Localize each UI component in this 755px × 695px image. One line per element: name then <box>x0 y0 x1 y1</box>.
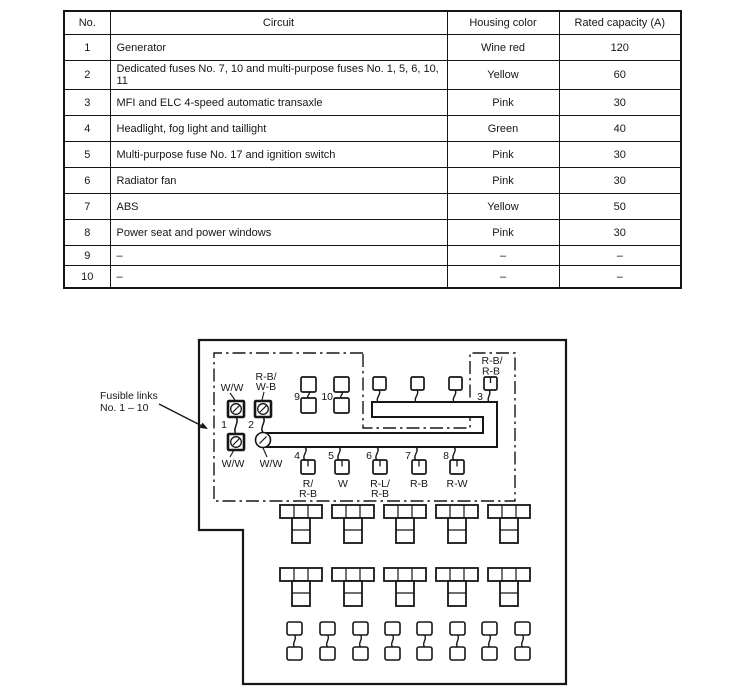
fuse-terminal-bottom <box>353 647 368 660</box>
fuse-element <box>392 635 394 647</box>
cell-circuit: Generator <box>110 35 447 61</box>
fuse-element <box>294 635 296 647</box>
fuse-terminal-top <box>450 622 465 635</box>
cell-no: 6 <box>64 168 110 194</box>
link10-number: 10 <box>321 391 333 403</box>
cell-capacity: 30 <box>559 90 681 116</box>
fuse-element <box>457 635 459 647</box>
link4-label-line2: R-B <box>298 488 318 500</box>
cell-housing: – <box>447 266 559 289</box>
fuse-terminal-top <box>482 622 497 635</box>
bus-terminal-lead <box>415 390 418 402</box>
link9-number: 9 <box>294 391 300 403</box>
fuse-element <box>489 635 491 647</box>
link2-number: 2 <box>248 419 254 431</box>
callout-line1: Fusible links <box>100 390 158 402</box>
connector-footprints <box>280 505 530 660</box>
link5-group <box>328 447 349 490</box>
cell-housing: Yellow <box>447 61 559 90</box>
bus-bar <box>265 402 497 447</box>
fuse-terminal-top <box>417 622 432 635</box>
relay-socket-bar <box>280 568 322 581</box>
cell-housing: Pink <box>447 90 559 116</box>
cell-circuit: Power seat and power windows <box>110 220 447 246</box>
link5-number: 5 <box>328 450 334 462</box>
link6-label-line2: R-B <box>370 488 390 500</box>
cell-circuit: MFI and ELC 4-speed automatic transaxle <box>110 90 447 116</box>
cell-no: 3 <box>64 90 110 116</box>
cell-capacity: 30 <box>559 142 681 168</box>
relay-socket-bar <box>436 505 478 518</box>
bus-terminal <box>411 377 424 390</box>
link6-element <box>376 447 378 460</box>
cell-circuit: – <box>110 246 447 266</box>
link4-number: 4 <box>294 450 300 462</box>
fuse-terminal-bottom <box>450 647 465 660</box>
pointer-line <box>230 393 235 400</box>
fuse-terminal-bottom <box>320 647 335 660</box>
fuse-terminal-top <box>385 622 400 635</box>
pointer-line <box>263 448 267 457</box>
cell-capacity: 30 <box>559 220 681 246</box>
link7-group <box>405 447 428 490</box>
link1-bottom-label: W/W <box>221 458 245 470</box>
cell-no: 1 <box>64 35 110 61</box>
link5-element <box>338 447 340 460</box>
link9-bottom-terminal <box>301 398 316 413</box>
link3-label-line2: R-B <box>481 365 501 378</box>
callout-arrow-line <box>159 404 204 427</box>
fuse-terminal-bottom <box>417 647 432 660</box>
link10-top-terminal <box>334 377 349 392</box>
header-housing: Housing color <box>447 11 559 35</box>
cell-capacity: 120 <box>559 35 681 61</box>
link2-element <box>262 417 264 433</box>
cell-capacity: 40 <box>559 116 681 142</box>
link8-number: 8 <box>443 450 449 462</box>
link2-bottom-label: W/W <box>259 458 283 470</box>
link9-top-terminal <box>301 377 316 392</box>
link4-label-line1: R/ <box>302 478 314 490</box>
cell-capacity: – <box>559 266 681 289</box>
relay-socket-bar <box>280 505 322 518</box>
link6-label-line1: R-L/ <box>370 478 390 490</box>
cell-housing: Pink <box>447 142 559 168</box>
header-capacity: Rated capacity (A) <box>559 11 681 35</box>
callout-arrowhead-icon <box>200 423 208 429</box>
cell-housing: Wine red <box>447 35 559 61</box>
link4-element <box>304 447 306 460</box>
cell-circuit: – <box>110 266 447 289</box>
cell-circuit: ABS <box>110 194 447 220</box>
link10-element <box>341 392 343 398</box>
link2-top-label-line1: R-B/ <box>255 371 277 383</box>
link1-top-label: W/W <box>220 382 244 394</box>
link8-element <box>453 447 455 460</box>
callout-line2: No. 1 – 10 <box>100 402 149 414</box>
cell-housing: – <box>447 246 559 266</box>
fuse-terminal-bottom <box>515 647 530 660</box>
relay-socket-bar <box>488 568 530 581</box>
fuse-element <box>327 635 329 647</box>
link7-element <box>415 447 417 460</box>
fuse-terminal-bottom <box>482 647 497 660</box>
fuse-terminal-top <box>515 622 530 635</box>
link3-label-line1: R-B/ <box>481 355 503 367</box>
link1-element <box>235 417 237 434</box>
cell-no: 10 <box>64 266 110 289</box>
fuse-terminal-bottom <box>287 647 302 660</box>
cell-capacity: 30 <box>559 168 681 194</box>
cell-capacity: – <box>559 246 681 266</box>
fuse-terminal-bottom <box>385 647 400 660</box>
fuse-element <box>522 635 524 647</box>
cell-circuit: Multi-purpose fuse No. 17 and ignition switch <box>110 142 447 168</box>
cell-no: 9 <box>64 246 110 266</box>
relay-socket-bar <box>384 568 426 581</box>
fuse-element <box>360 635 362 647</box>
link4-group <box>294 447 317 500</box>
cell-circuit: Dedicated fuses No. 7, 10 and multi-purpose fuses No. 1, 5, 6, 10, 11 <box>110 61 447 90</box>
cell-circuit: Radiator fan <box>110 168 447 194</box>
link1-number: 1 <box>221 419 227 431</box>
link7-label-line1: R-B <box>409 478 429 490</box>
fuse-terminal-top <box>320 622 335 635</box>
link5-label-line1: W <box>338 478 348 490</box>
fuse-terminal-top <box>287 622 302 635</box>
cell-circuit: Headlight, fog light and taillight <box>110 116 447 142</box>
pointer-line <box>262 392 264 400</box>
fuse-terminal-top <box>353 622 368 635</box>
cell-no: 5 <box>64 142 110 168</box>
link7-number: 7 <box>405 450 411 462</box>
link10-bottom-terminal <box>334 398 349 413</box>
link8-group <box>443 447 467 490</box>
relay-socket-bar <box>332 568 374 581</box>
cell-no: 8 <box>64 220 110 246</box>
header-no: No. <box>64 11 110 35</box>
cell-housing: Pink <box>447 168 559 194</box>
cell-capacity: 50 <box>559 194 681 220</box>
cell-no: 2 <box>64 61 110 90</box>
bus-terminal-lead <box>377 390 380 402</box>
cell-housing: Green <box>447 116 559 142</box>
relay-socket-bar <box>436 568 478 581</box>
link6-group <box>366 447 390 500</box>
link2-top-label-line2: W-B <box>255 381 277 393</box>
link6-number: 6 <box>366 450 372 462</box>
relay-socket-bar <box>332 505 374 518</box>
link3-element <box>488 390 490 402</box>
header-circuit: Circuit <box>110 11 447 35</box>
cell-no: 4 <box>64 116 110 142</box>
relay-socket-bar <box>384 505 426 518</box>
cell-housing: Pink <box>447 220 559 246</box>
cell-housing: Yellow <box>447 194 559 220</box>
bus-terminal-lead <box>453 390 456 402</box>
bus-terminal <box>373 377 386 390</box>
cell-no: 7 <box>64 194 110 220</box>
link9-element <box>308 392 310 398</box>
cell-capacity: 60 <box>559 61 681 90</box>
relay-socket-bar <box>488 505 530 518</box>
bus-terminal <box>449 377 462 390</box>
fuse-element <box>424 635 426 647</box>
link3-number: 3 <box>477 391 483 403</box>
link8-label-line1: R-W <box>446 478 468 490</box>
